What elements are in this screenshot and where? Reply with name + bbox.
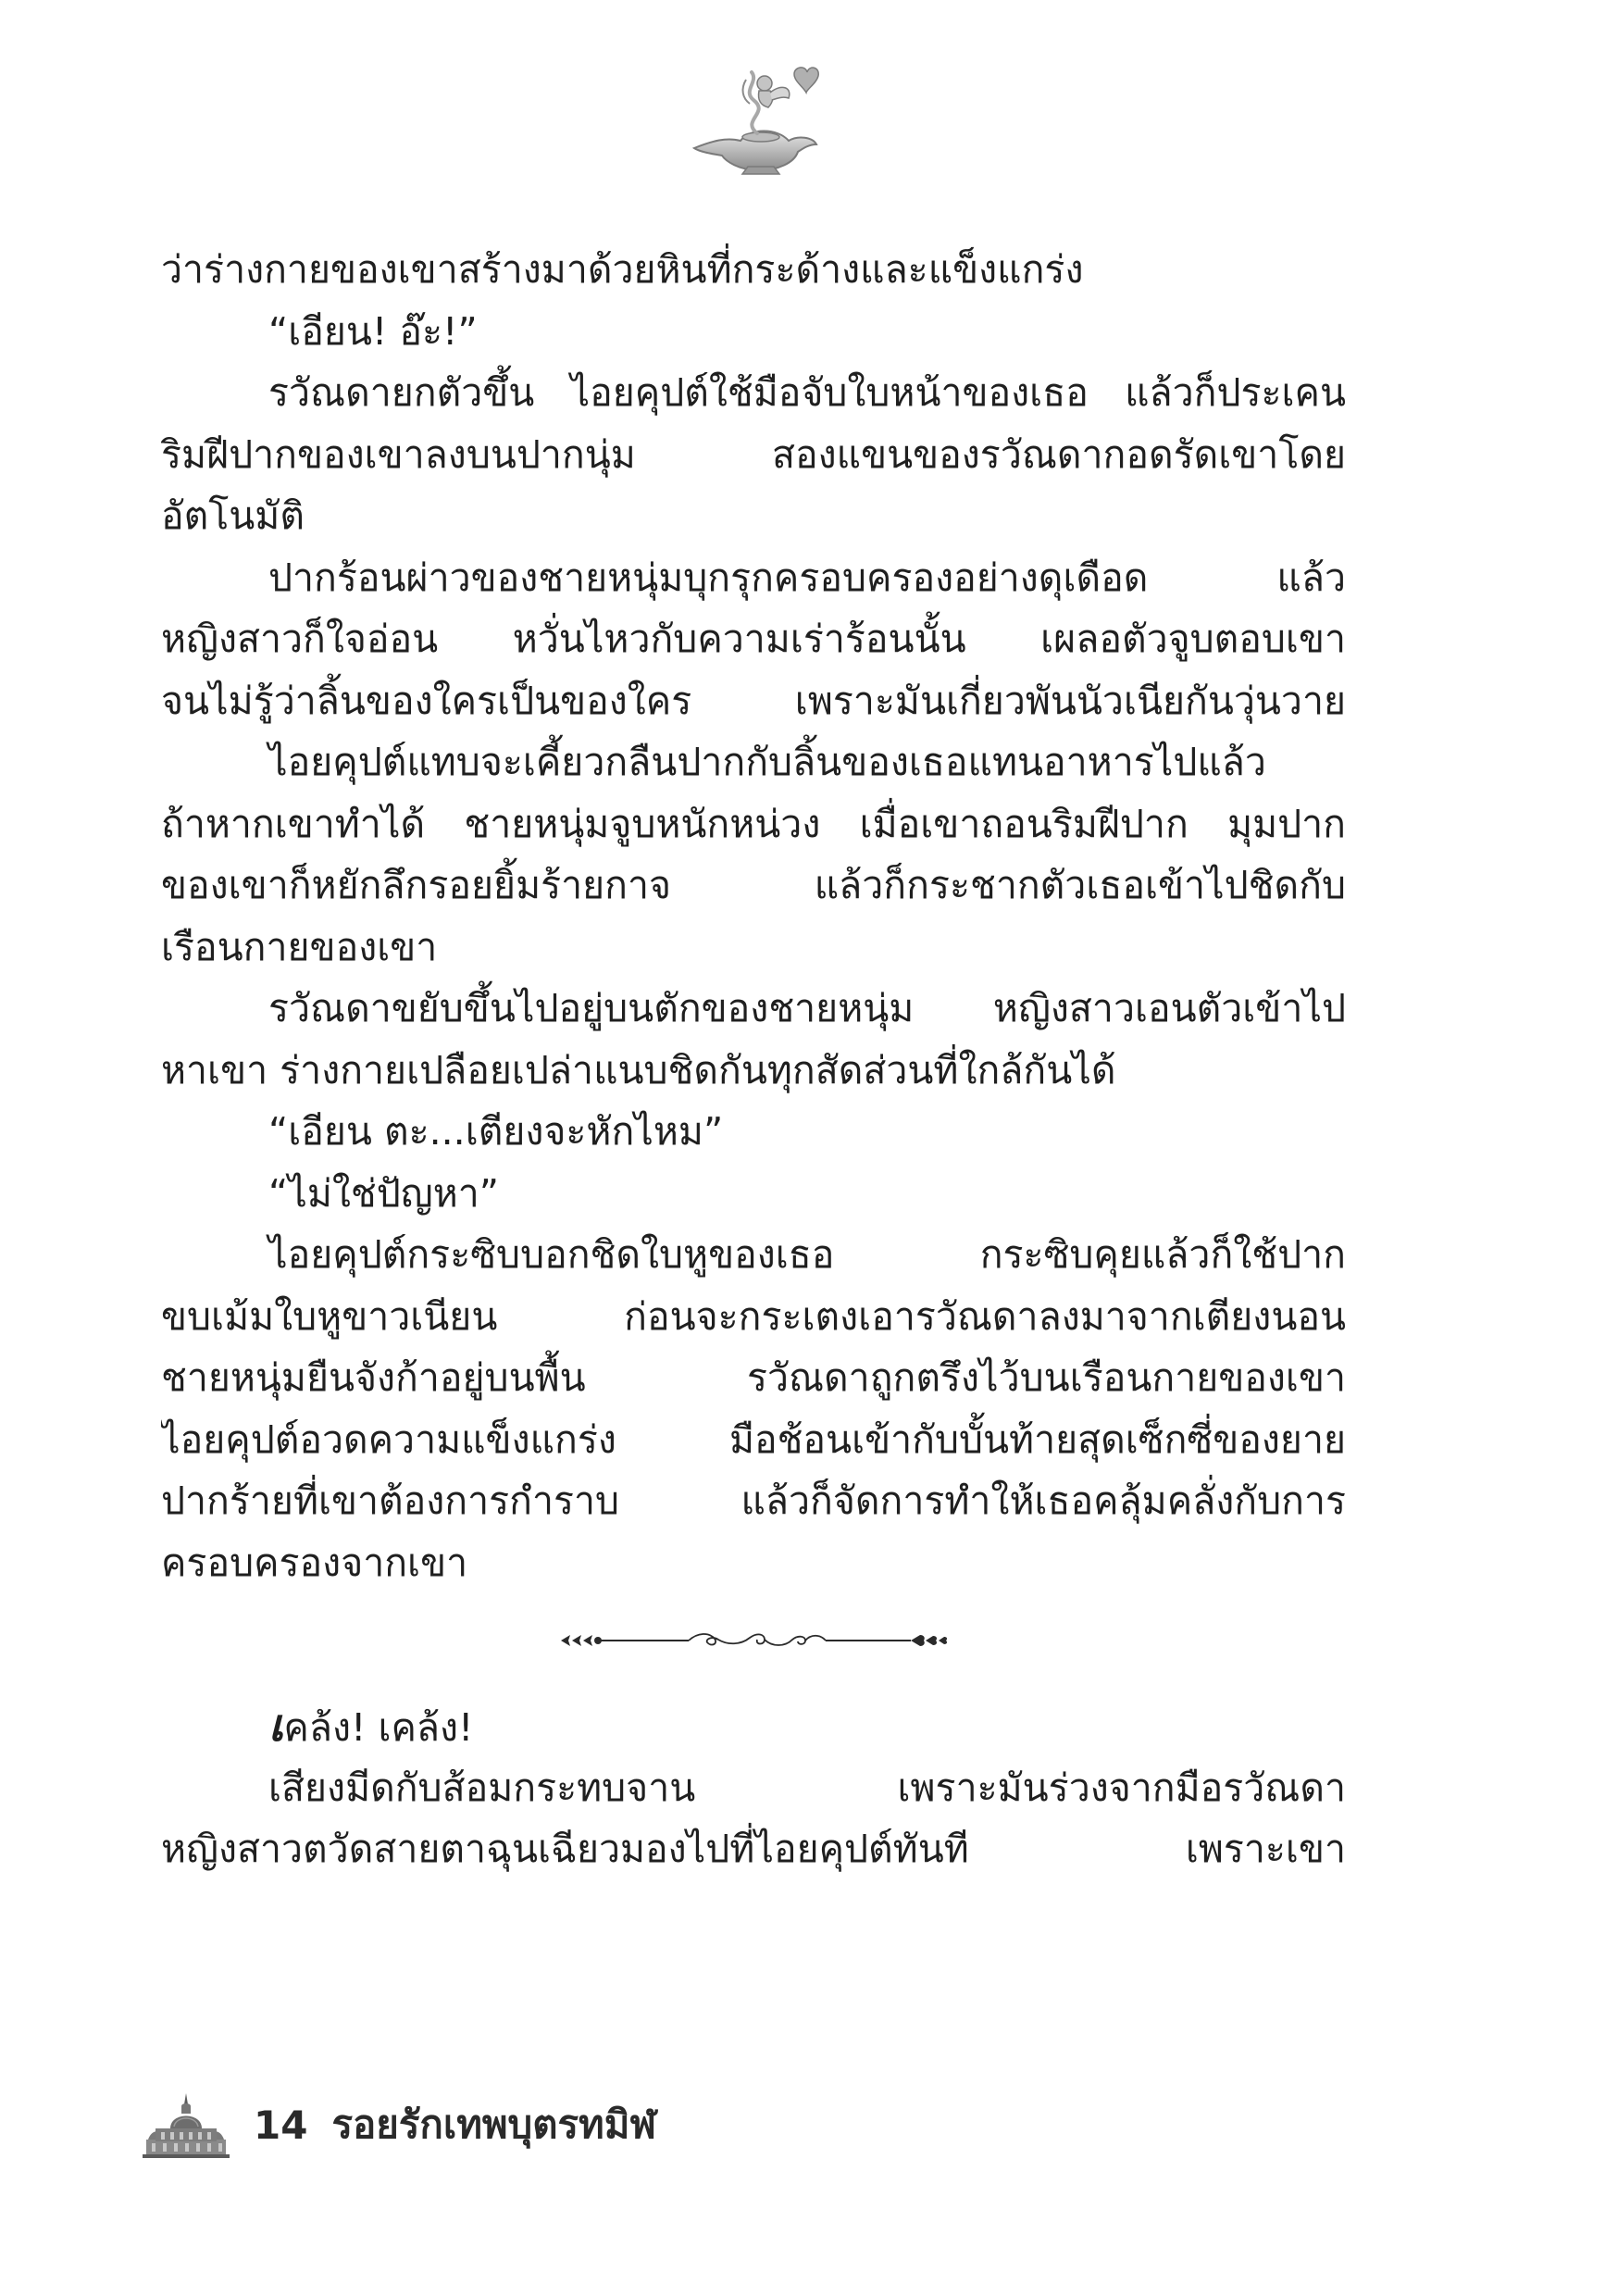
- paragraph-line: ถ้าหากเขาทำได้ ชายหนุ่มจูบหนักหน่วง เมื่อเขาถอนริมฝีปาก มุมปาก: [161, 801, 1346, 846]
- paragraph-line: ริมฝีปากของเขาลงบนปากนุ่ม สองแขนของรวัณดากอดรัดเขาโดย: [161, 431, 1346, 477]
- dialogue-line: “เอียน ตะ...เตียงจะหักไหม”: [268, 1109, 724, 1154]
- paragraph-line: ว่าร่างกายของเขาสร้างมาด้วยหินที่กระด้างและแข็งแกร่ง: [161, 247, 1084, 292]
- magic-lamp-cupid-icon: [685, 56, 824, 185]
- paragraph-line: เสียงมีดกับส้อมกระทบจาน เพราะมันร่วงจากมือรวัณดา: [268, 1765, 1346, 1810]
- flourish-divider-icon: [559, 1627, 948, 1654]
- palace-dome-icon: [143, 2091, 230, 2158]
- paragraph-line: หญิงสาวก็ใจอ่อน หวั่นไหวกับความเร่าร้อนนั้น เผลอตัวจูบตอบเขา: [161, 617, 1346, 661]
- paragraph-line: ปากร้ายที่เขาต้องการกำราบ แล้วก็จัดการทำให้เธอคลุ้มคลั่งกับการ: [161, 1479, 1346, 1523]
- paragraph-line: ปากร้อนผ่าวของชายหนุ่มบุกรุกครอบครองอย่างดุเดือด แล้ว: [268, 555, 1346, 600]
- paragraph-line: หญิงสาวตวัดสายตาฉุนเฉียวมองไปที่ไอยคุปต์ทันที เพราะเขา: [161, 1827, 1346, 1871]
- page-number: 14: [254, 2102, 308, 2148]
- paragraph-line: ขบเม้มใบหูขาวเนียน ก่อนจะกระเตงเอารวัณดาลงมาจากเตียงนอน: [161, 1293, 1346, 1339]
- paragraph-line: อัตโนมัติ: [161, 493, 305, 538]
- page-footer: [143, 2088, 883, 2162]
- paragraph-line: ไอยคุปต์แทบจะเคี้ยวกลืนปากกับลิ้นของเธอแทนอาหารไปแล้ว: [268, 740, 1266, 784]
- paragraph-line: รวัณดายกตัวขึ้น ไอยคุปต์ใช้มือจับใบหน้าของเธอ แล้วก็ประเคน: [268, 370, 1346, 415]
- paragraph-line: จนไม่รู้ว่าลิ้นของใครเป็นของใคร เพราะมันเกี่ยวพันนัวเนียกันวุ่นวาย: [161, 678, 1346, 723]
- paragraph-line: ครอบครองจากเขา: [161, 1540, 468, 1585]
- paragraph-line: ไอยคุปต์อวดความแข็งแกร่ง มือช้อนเข้ากับบั้นท้ายสุดเซ็กซี่ของยาย: [161, 1416, 1346, 1462]
- sound-effect-text: คล้ง! เคล้ง!: [283, 1705, 474, 1750]
- flourish-divider: [161, 1593, 1346, 1695]
- dialogue-line: “เอียน! อ๊ะ!”: [268, 308, 478, 354]
- dialogue-line: “ไม่ใช่ปัญหา”: [268, 1170, 499, 1216]
- paragraph-line: รวัณดาขยับขึ้นไปอยู่บนตักของชายหนุ่ม หญิงสาวเอนตัวเข้าไป: [268, 986, 1346, 1030]
- body-text: [161, 239, 1346, 1880]
- paragraph-line: เรือนกายของเขา: [161, 924, 438, 969]
- paragraph-line: ไอยคุปต์กระซิบบอกชิดใบหูของเธอ กระซิบคุยแล้วก็ใช้ปาก: [268, 1232, 1346, 1277]
- drop-letter: เ: [268, 1700, 284, 1752]
- section-opening-line: [161, 1695, 1346, 1757]
- paragraph-line: ชายหนุ่มยืนจังก้าอยู่บนพื้น รวัณดาถูกตรึงไว้บนเรือนกายของเขา: [161, 1355, 1346, 1400]
- paragraph-line: ของเขาก็หยักลึกรอยยิ้มร้ายกาจ แล้วก็กระชากตัวเธอเข้าไปชิดกับ: [161, 863, 1346, 907]
- paragraph-line: หาเขา ร่างกายเปลือยเปล่าแนบชิดกันทุกสัดส่วนที่ใกล้กันได้: [161, 1047, 1116, 1092]
- book-title: รอยรักเทพบุตรทมิฬ: [331, 2102, 657, 2147]
